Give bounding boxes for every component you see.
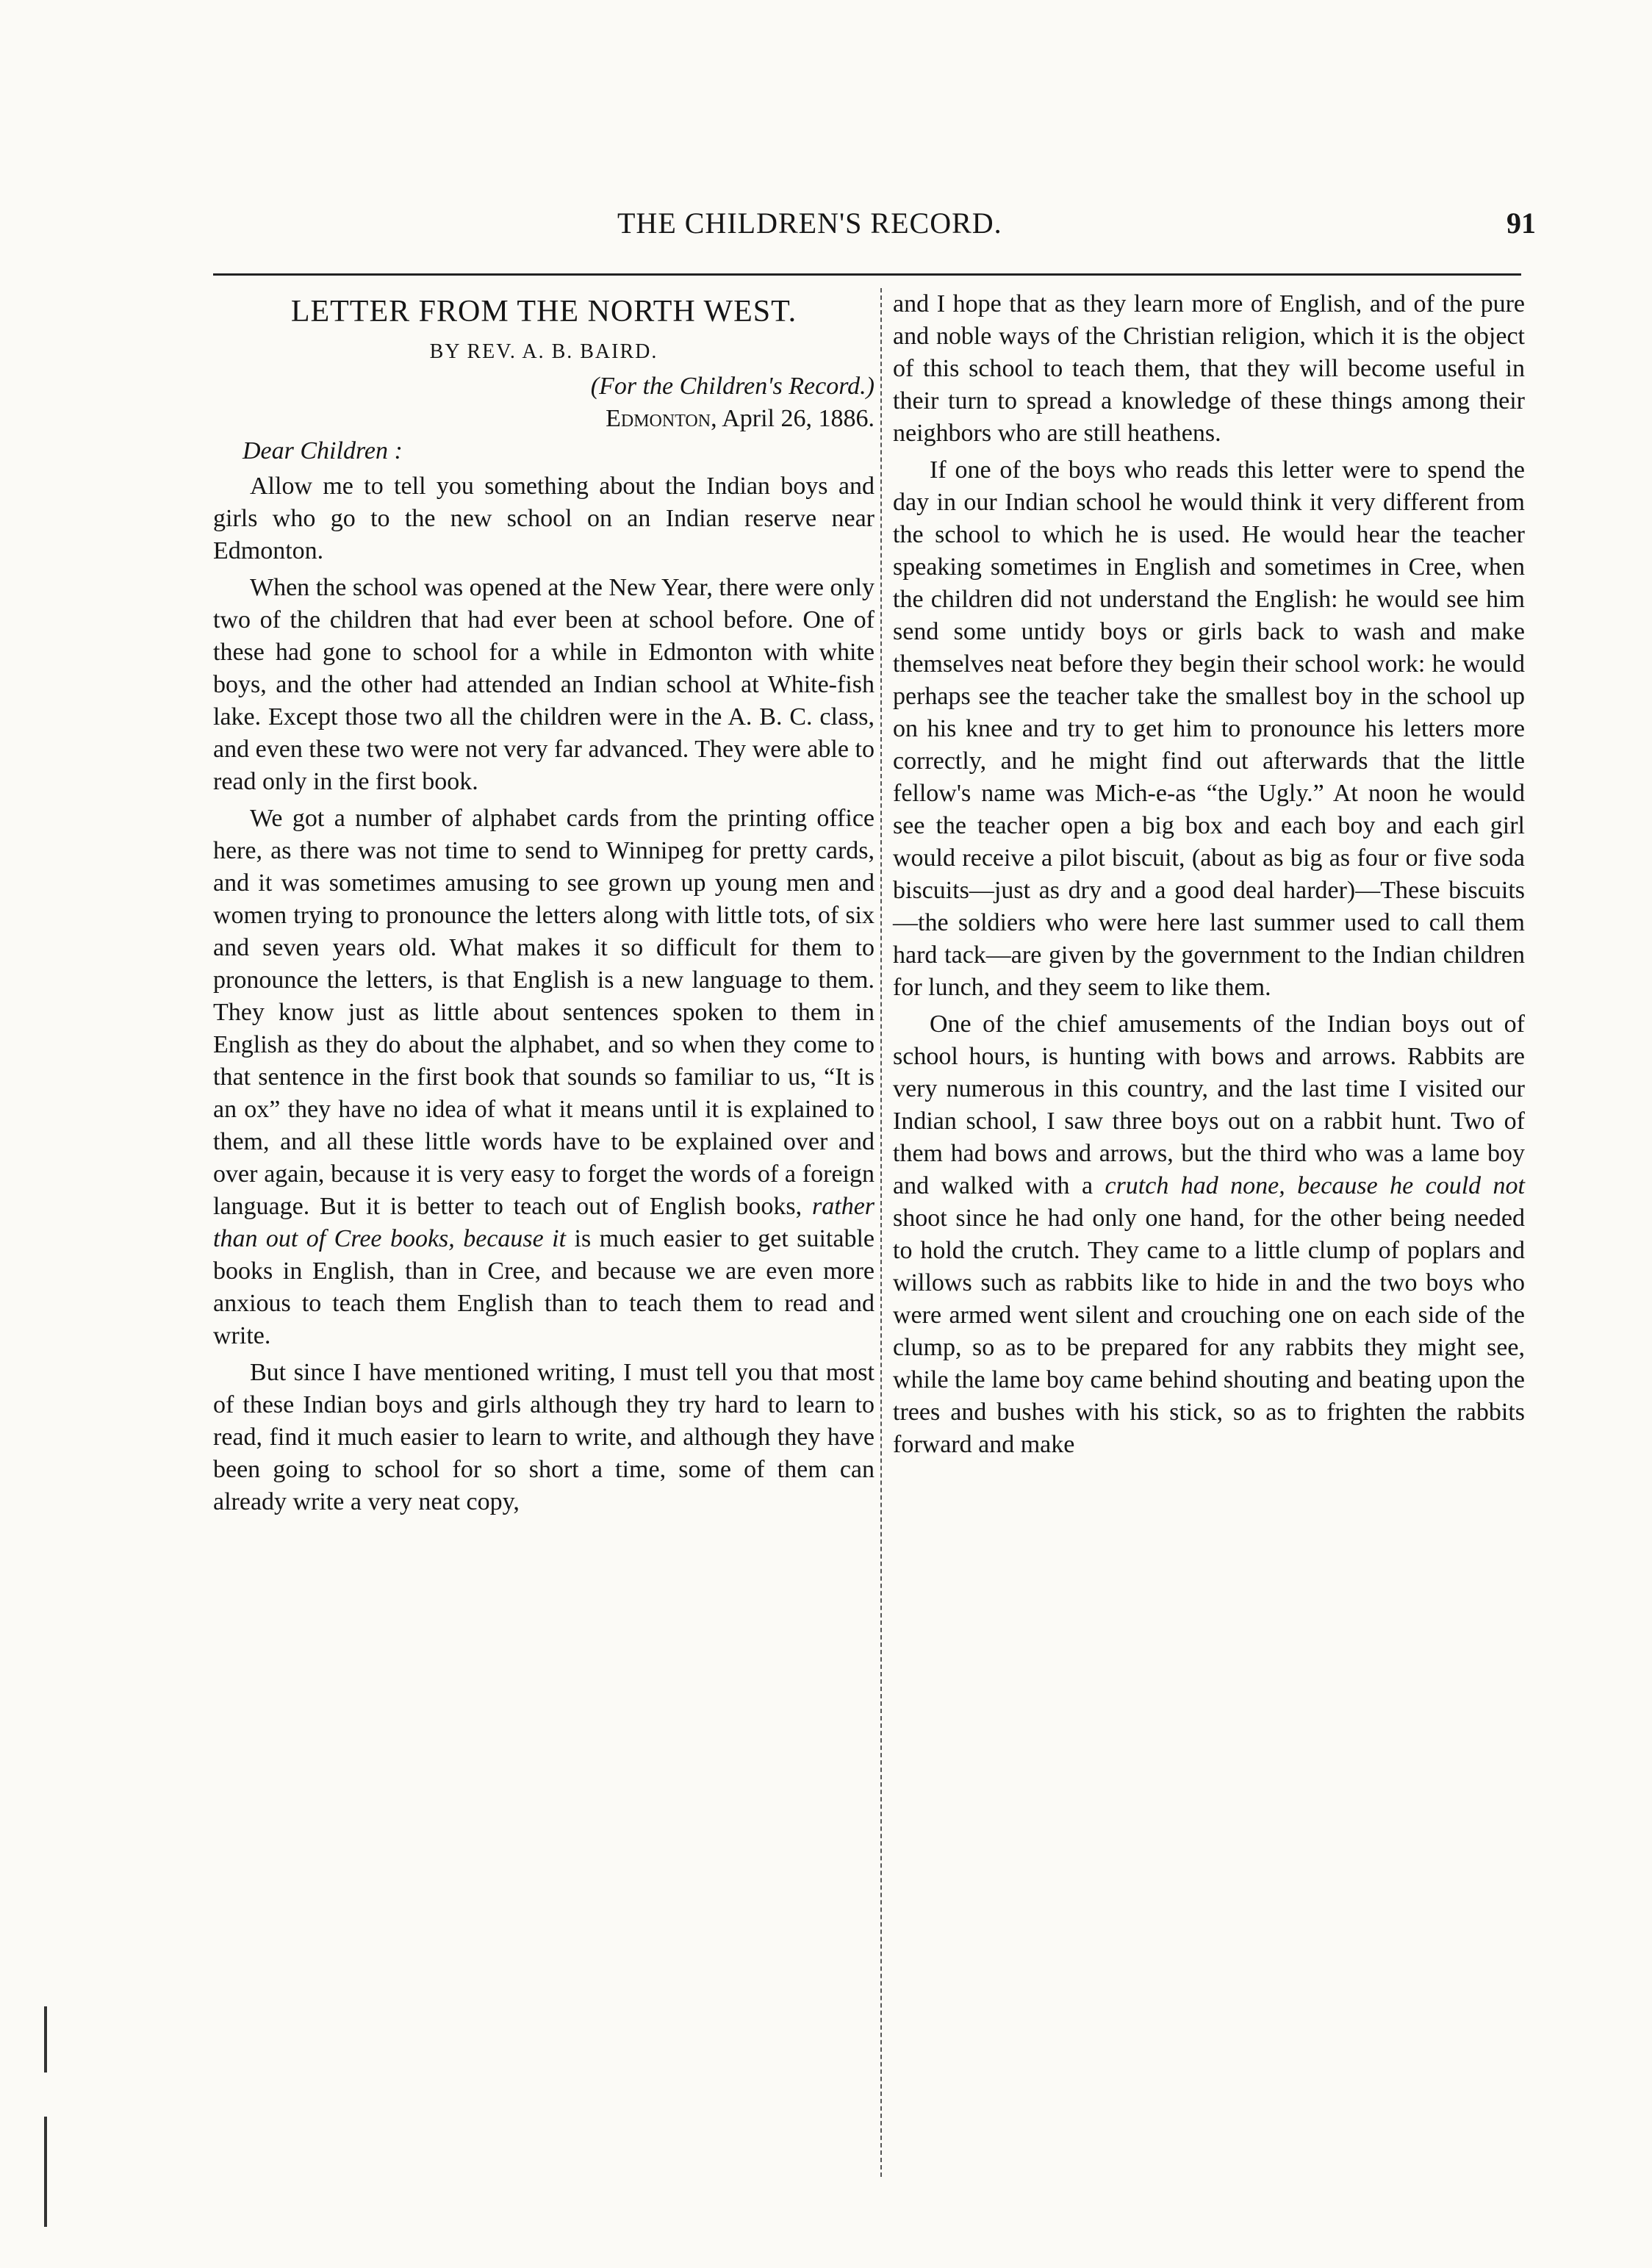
paragraph-text: shoot since he had only one hand, for the other being needed to hold the crutch. They came to a little clump of poplars and willows such as rabbits like to hide in and the two boys who were armed went silent and crouching one on each side of the clump, so as to be prepared for any rabbits they might see, while the lame boy came behind shouting and beating upon the trees and bushes with his stick, so as to frighten the rabbits forward and make (893, 1205, 1525, 1458)
article-title: LETTER FROM THE NORTH WEST. (290, 295, 797, 329)
page-number: 91 (1506, 207, 1536, 240)
italic-phrase: rather than out of Cree books, (213, 1193, 875, 1252)
running-header: THE CHILDREN'S RECORD. (617, 207, 1002, 240)
paragraph (893, 1008, 1525, 1461)
dateline (213, 403, 875, 435)
italic-phrase: crutch had none, because he could not (1105, 1172, 1526, 1199)
scan-edge-mark (44, 2117, 47, 2227)
left-column (213, 288, 875, 1523)
dateline-date: April 26, 1886. (722, 405, 875, 432)
paragraph-text: One of the chief amusements of the Indian boys out of school hours, is hunting with bows and arrows. Rabbits are very numerous in this country, and the last time I visited our Indian school, I saw three boys out on a rabbit hunt. Two of them had bows and arrows, but the third who was a lame boy and walked with a (893, 1011, 1525, 1199)
paragraph-text: We got a number of alphabet cards from the printing office here, as there was not time to send to Winnipeg for pretty cards, and it was sometimes amusing to see grown up young men and women trying to pronounce the letters along with little tots, of six and seven years old. What makes it so difficult for them to pronounce the letters, is that English is a new language to them. They know just as little about sentences spoken to them in English as they do about the alphabet, and so when they come to that sentence in the first book that sounds so familiar to us, “It is an ox” they have no idea of what it means until it is explained to them, and all these little words have to be explained over and over again, because it is very easy to forget the words of a foreign language. But it is better to teach out of English books, (213, 805, 875, 1220)
paragraph (213, 803, 875, 1352)
scan-edge-mark (44, 2006, 47, 2073)
paragraph: But since I have mentioned writing, I must tell you that most of these Indian boys and girls although they try hard to learn to read, find it much easier to learn to write, and although they have been going to school for so short a time, some of them can already write a very neat copy, (213, 1359, 875, 1515)
source-note: (For the Children's Record.) (590, 373, 875, 400)
salutation: Dear Children : (243, 437, 403, 464)
column-divider (880, 288, 882, 2177)
dateline-place: Edmonton, (606, 405, 717, 432)
paragraph-text: is much easier to get suitable books in English, than in Cree, and because we are even more anxious to teach them English than to teach them to read and write. (213, 1225, 875, 1349)
paragraph: If one of the boys who reads this letter were to spend the day in our Indian school he would think it very different from the school to which he is used. He would hear the teacher speaking sometimes in English and sometimes in Cree, when the children did not understand the English: he would see him send some untidy boys or girls back to wash and make themselves neat before they begin their school work: he would perhaps see the teacher take the smallest boy in the school up on his knee and try to get him to pronounce his letters more correctly, and he might find out afterwards that the little fellow's name was Mich-e-as “the Ugly.” At noon he would see the teacher open a big box and each boy and each girl would receive a pilot biscuit, (about as big as four or five soda biscuits—just as dry and a good deal harder)—These biscuits—the soldiers who were here last summer used to call them hard tack—are given by the government to the Indian children for lunch, and they seem to like them. (893, 456, 1525, 1001)
byline: BY REV. A. B. BAIRD. (429, 340, 658, 363)
right-column (893, 288, 1525, 1465)
italic-phrase: because it (463, 1225, 567, 1252)
paragraph-continued: and I hope that as they learn more of English, and of the pure and noble ways of the Christian religion, which it is the object of this school to teach them, that they will become useful in their turn to spread a knowledge of these things among their neighbors who are still heathens. (893, 290, 1525, 447)
paragraph: Allow me to tell you something about the Indian boys and girls who go to the new school on an Indian reserve near Edmonton. (213, 473, 875, 564)
paragraph: When the school was opened at the New Year, there were only two of the children that had ever been at school before. One of these had gone to school for a while in Edmonton with white boys, and the other had attended an Indian school at White-fish lake. Except those two all the children were in the A. B. C. class, and even these two were not very far advanced. They were able to read only in the first book. (213, 574, 875, 795)
header-rule (213, 273, 1521, 276)
